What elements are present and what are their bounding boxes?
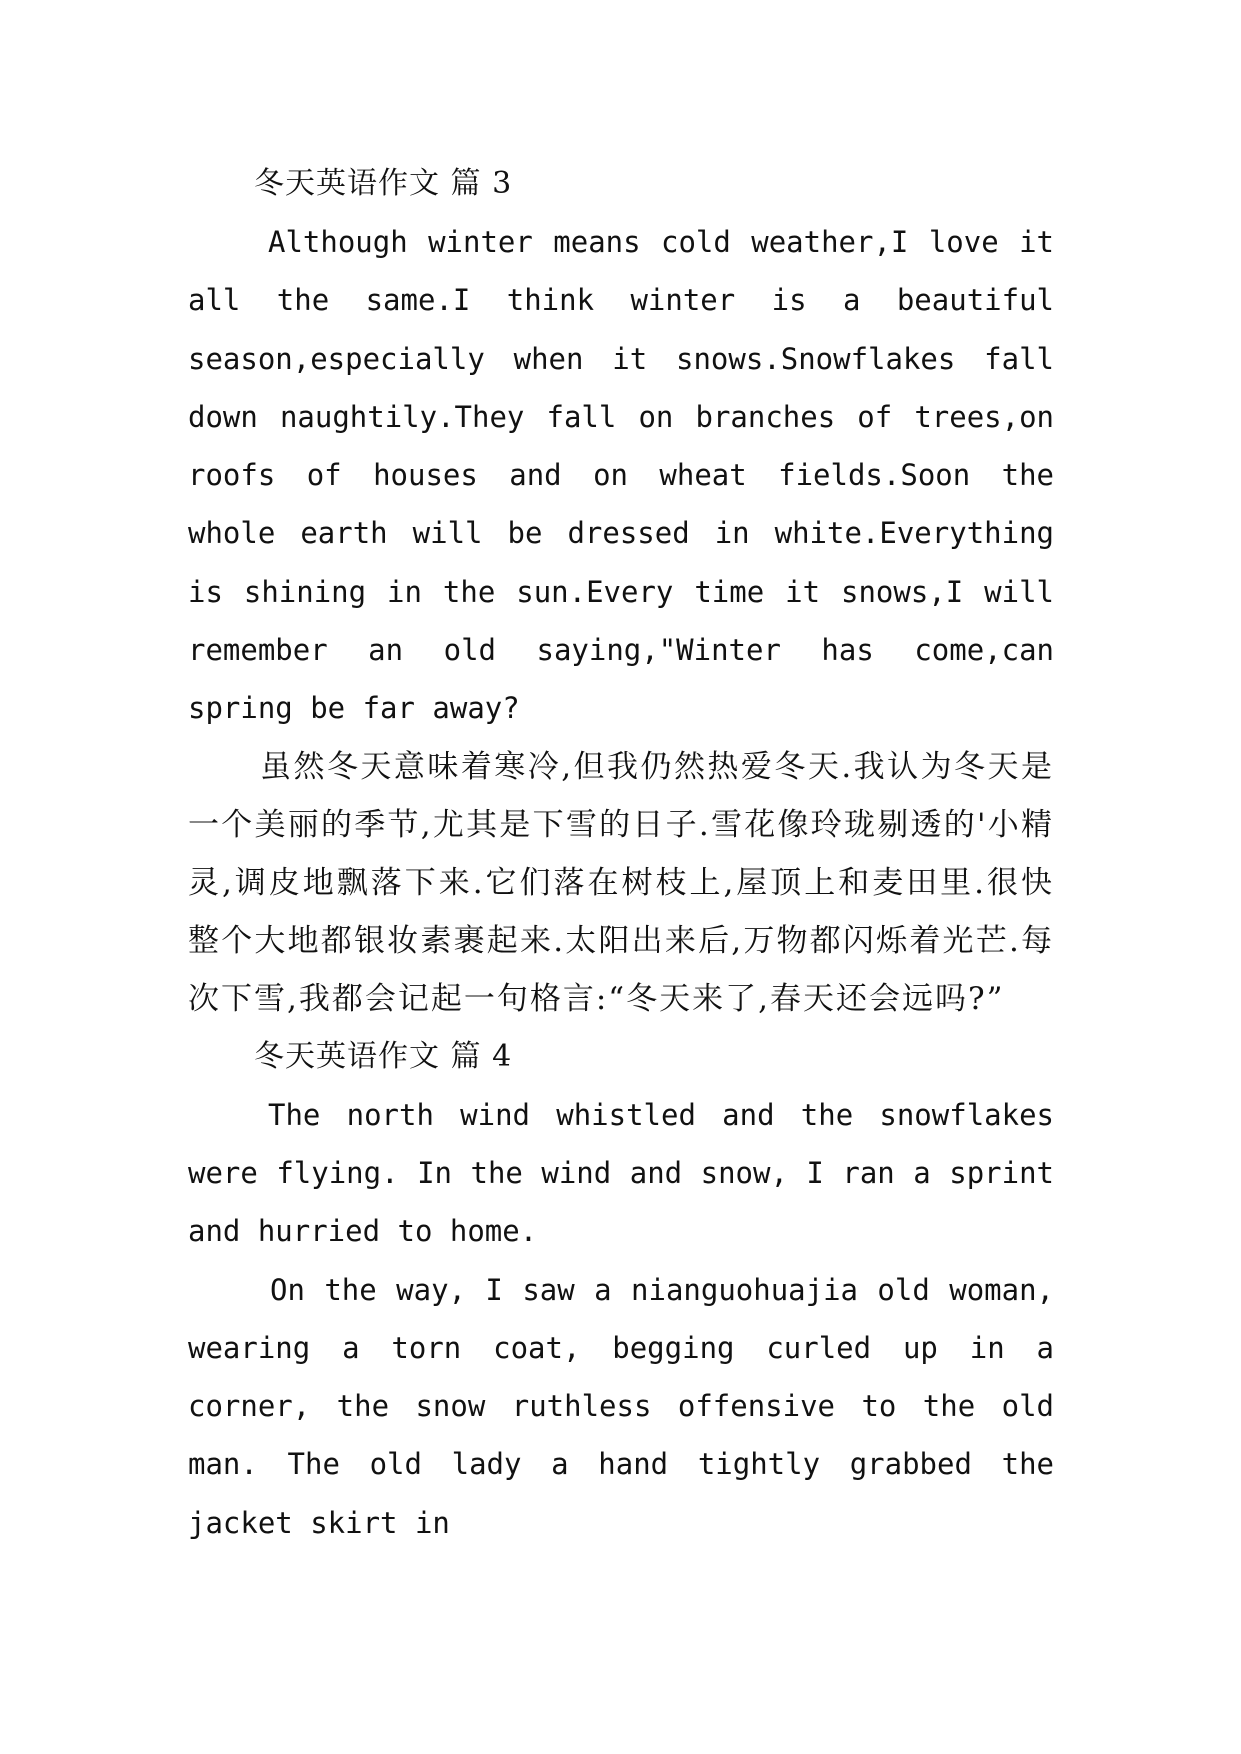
paragraph-english-4b: On the way, I saw a nianguohuajia old woman, wearing a torn coat, begging curled up in a corner, the snow ruthless offensive to the old man. The old lady a hand tightly grabbed the jacket skirt in [188,1272,1054,1540]
paragraph-english-3: Although winter means cold weather,I love it all the same.I think winter is a beautiful season,especially when it snows.Snowflakes fall down naughtily.They fall on branches of trees,on roofs of houses and on wheat fields.Soon the whole earth will be dressed in white.Everything is shining in the sun.Every time it snows,I will remember an old saying,"Winter has come,can spring be far away? [188,225,1054,726]
document-body [188,155,1054,1552]
section-heading-4: 冬天英语作文 篇 4 [254,1038,513,1074]
paragraph-chinese-3: 虽然冬天意味着寒冷,但我仍然热爱冬天.我认为冬天是一个美丽的季节,尤其是下雪的日子.雪花像玲珑剔透的'小精灵,调皮地飘落下来.它们落在树枝上,屋顶上和麦田里.很快整个大地都银妆素裹起来.太阳出来后,万物都闪烁着光芒.每次下雪,我都会记起一句格言:“冬天来了,春天还会远吗?” [188,748,1054,1017]
section-heading-3: 冬天英语作文 篇 3 [254,166,513,201]
paragraph-english-4a: The north wind whistled and the snowflakes were flying. In the wind and snow, I ran a sprint and hurried to home. [188,1097,1054,1249]
